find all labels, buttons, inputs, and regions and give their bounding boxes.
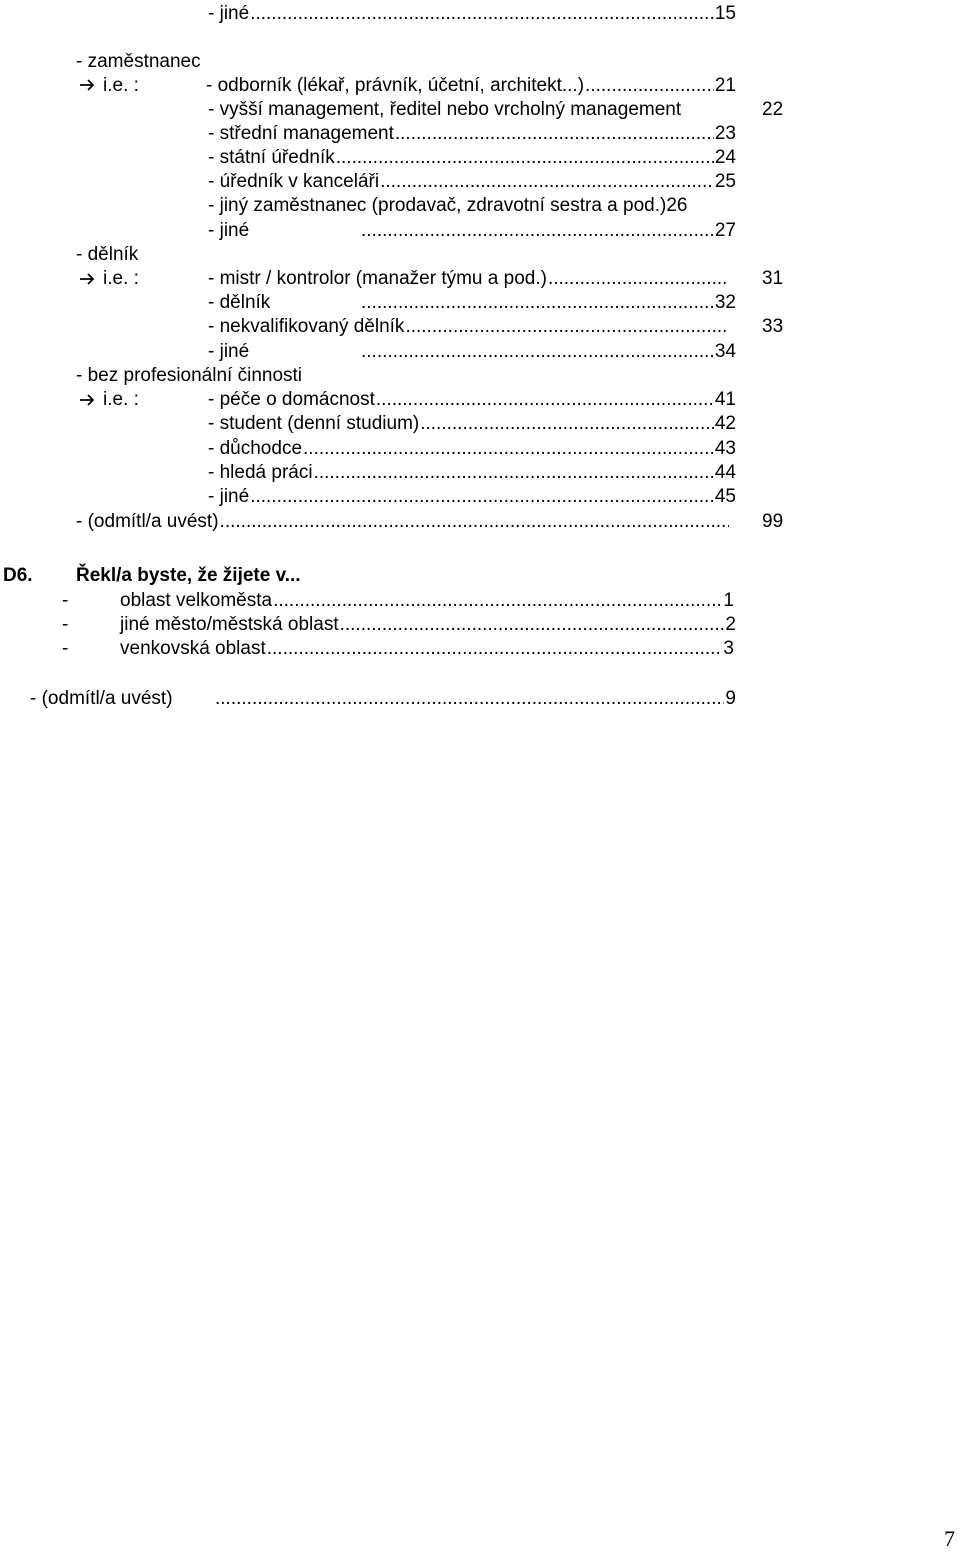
- option-row: [208, 171, 736, 193]
- option-code: 42: [714, 413, 736, 434]
- dot-leader: [585, 75, 714, 97]
- option-label: - vyšší management, ředitel nebo vrcholný management: [208, 99, 682, 120]
- dot-leader: [395, 123, 714, 145]
- question-text: Řekl/a byste, že žijete v...: [76, 565, 301, 586]
- option-label: - jiné: [208, 220, 250, 241]
- option-label: - jiné: [208, 3, 250, 24]
- dot-leader: [376, 389, 714, 411]
- section-heading-worker: - dělník: [76, 244, 139, 265]
- option-row: [76, 511, 730, 533]
- option-row: [208, 438, 736, 460]
- section-heading-employee: - zaměstnanec: [76, 51, 201, 72]
- option-code: 3: [723, 638, 734, 659]
- option-label: - mistr / kontrolor (manažer týmu a pod.): [208, 268, 547, 289]
- dot-leader: [548, 268, 729, 290]
- option-row: [208, 195, 687, 217]
- ie-label: i.e. :: [103, 389, 139, 410]
- bullet-dash: -: [62, 638, 69, 659]
- option-row: [206, 75, 736, 97]
- option-row: [360, 341, 736, 363]
- option-label: jiné město/městská oblast: [120, 614, 339, 635]
- dot-leader: [220, 511, 729, 533]
- option-label: - hledá práci: [208, 462, 313, 483]
- option-code: 44: [714, 462, 736, 483]
- option-row: [208, 3, 736, 25]
- ie-label: i.e. :: [103, 268, 139, 289]
- option-code: 41: [714, 389, 736, 410]
- option-row: [208, 486, 736, 508]
- dot-leader: [215, 688, 724, 710]
- option-code: 23: [714, 123, 736, 144]
- right-arrow-icon: [79, 78, 95, 92]
- dot-leader: [336, 147, 714, 169]
- option-row: [208, 147, 736, 169]
- option-label: - úředník v kanceláři: [208, 171, 380, 192]
- option-label: - odborník (lékař, právník, účetní, architekt...): [206, 75, 585, 96]
- option-label: venkovská oblast: [120, 638, 266, 659]
- option-row: [208, 389, 736, 411]
- option-code: 9: [725, 688, 736, 709]
- option-label: - (odmítl/a uvést): [76, 511, 219, 532]
- right-arrow-icon: [79, 272, 95, 286]
- option-code: 99: [762, 511, 784, 532]
- option-row: [360, 220, 736, 242]
- option-code: 33: [762, 316, 784, 337]
- dot-leader: [303, 438, 714, 460]
- option-code: 26: [666, 195, 688, 216]
- option-row: [208, 413, 736, 435]
- option-row: [208, 316, 730, 338]
- option-code: 21: [714, 75, 736, 96]
- ie-label: i.e. :: [103, 75, 139, 96]
- option-code: 34: [714, 341, 736, 362]
- dot-leader: [420, 413, 714, 435]
- option-row: [214, 688, 736, 710]
- option-label: - jiné: [208, 486, 250, 507]
- option-label: - nekvalifikovaný dělník: [208, 316, 405, 337]
- right-arrow-icon: [79, 393, 95, 407]
- question-number: D6.: [3, 565, 33, 586]
- option-code: 15: [714, 3, 736, 24]
- option-label: - státní úředník: [208, 147, 335, 168]
- dot-leader: [340, 614, 725, 636]
- dot-leader: [405, 316, 729, 338]
- option-label: - střední management: [208, 123, 394, 144]
- option-row: [120, 638, 734, 660]
- option-code: 2: [725, 614, 736, 635]
- option-label: - (odmítl/a uvést): [30, 688, 173, 709]
- option-label: - student (denní studium): [208, 413, 420, 434]
- option-row: [208, 462, 736, 484]
- page-number: 7: [944, 1526, 955, 1551]
- option-code: 27: [714, 220, 736, 241]
- section-heading-no-profession: - bez profesionální činnosti: [76, 365, 303, 386]
- option-code: 45: [714, 486, 736, 507]
- option-code: 25: [714, 171, 736, 192]
- dot-leader: [380, 171, 714, 193]
- bullet-dash: -: [62, 590, 69, 611]
- option-label: - jiné: [208, 341, 250, 362]
- option-code: 24: [714, 147, 736, 168]
- dot-leader: [361, 292, 714, 314]
- dot-leader: [250, 486, 714, 508]
- option-code: 22: [762, 99, 784, 120]
- dot-leader: [314, 462, 714, 484]
- option-code: 32: [714, 292, 736, 313]
- option-code: 1: [723, 590, 734, 611]
- dot-leader: [361, 341, 714, 363]
- option-label: oblast velkoměsta: [120, 590, 273, 611]
- option-row: [360, 292, 736, 314]
- option-row: [120, 614, 736, 636]
- option-label: - jiný zaměstnanec (prodavač, zdravotní sestra a pod.): [208, 195, 667, 216]
- option-code: 31: [762, 268, 784, 289]
- dot-leader: [361, 220, 714, 242]
- bullet-dash: -: [62, 614, 69, 635]
- option-row: [120, 590, 734, 612]
- option-label: - péče o domácnost: [208, 389, 375, 410]
- dot-leader: [273, 590, 722, 612]
- option-label: - dělník: [208, 292, 271, 313]
- dot-leader: [267, 638, 723, 660]
- option-label: - důchodce: [208, 438, 303, 459]
- option-row: [208, 123, 736, 145]
- option-row: [208, 268, 730, 290]
- option-code: 43: [714, 438, 736, 459]
- dot-leader: [250, 3, 714, 25]
